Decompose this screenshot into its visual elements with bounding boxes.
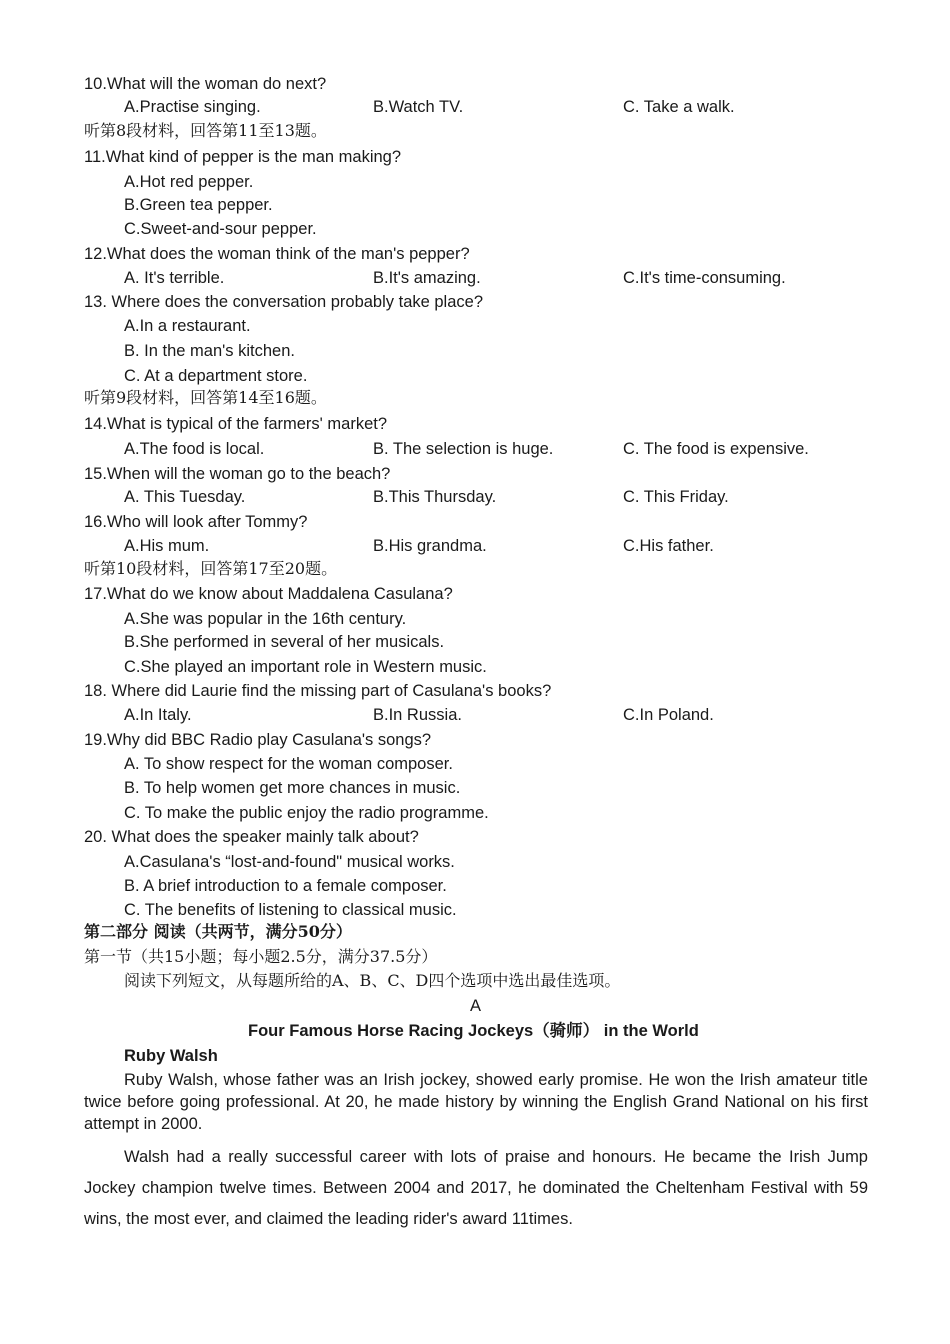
question-10-option-a: A.Practise singing. [124, 98, 261, 116]
question-16-stem: 16.Who will look after Tommy? [84, 513, 308, 531]
question-12-stem: 12.What does the woman think of the man's pepper? [84, 245, 470, 263]
section-one-title: 第一节（共15小题；每小题2.5分，满分37.5分） [84, 947, 438, 966]
question-18-option-a: A.In Italy. [124, 706, 192, 724]
part-two-title: 第二部分 阅读（共两节，满分50分） [84, 922, 352, 941]
question-15-stem: 15.When will the woman go to the beach? [84, 465, 391, 483]
question-16-option-b: B.His grandma. [373, 537, 487, 555]
passage-label: A [470, 997, 482, 1015]
question-20-option-c: C. The benefits of listening to classical music. [124, 901, 457, 919]
question-12-option-c: C.It's time-consuming. [623, 269, 786, 287]
question-15-option-b: B.This Thursday. [373, 488, 497, 506]
question-17-option-a: A.She was popular in the 16th century. [124, 610, 407, 628]
question-20-option-b: B. A brief introduction to a female composer. [124, 877, 447, 895]
question-14-stem: 14.What is typical of the farmers' market? [84, 415, 388, 433]
passage-title: Four Famous Horse Racing Jockeys（骑师） in the World [248, 1022, 699, 1040]
question-13-stem: 13. Where does the conversation probably take place? [84, 293, 483, 311]
question-15-option-c: C. This Friday. [623, 488, 729, 506]
question-19-option-a: A. To show respect for the woman composer. [124, 755, 453, 773]
question-16-option-a: A.His mum. [124, 537, 210, 555]
question-11-option-a: A.Hot red pepper. [124, 173, 254, 191]
question-14-option-c: C. The food is expensive. [623, 440, 809, 458]
question-20-option-a: A.Casulana's “lost-and-found" musical works. [124, 853, 455, 871]
question-13-option-b: B. In the man's kitchen. [124, 342, 295, 360]
question-19-stem: 19.Why did BBC Radio play Casulana's songs? [84, 731, 432, 749]
question-10-stem: 10.What will the woman do next? [84, 75, 327, 93]
question-16-option-c: C.His father. [623, 537, 714, 555]
question-10-option-b: B.Watch TV. [373, 98, 464, 116]
section-10-instruction: 听第10段材料，回答第17至20题。 [84, 559, 338, 578]
question-17-option-b: B.She performed in several of her musicals. [124, 633, 445, 651]
question-11-stem: 11.What kind of pepper is the man making? [84, 148, 402, 166]
paragraph-1: Ruby Walsh, whose father was an Irish jockey, showed early promise. He won the Irish amateur title twice before going professional. At 20, he made history by winning the English Grand National on his first attempt in 2000. [84, 1071, 868, 1133]
question-15-option-a: A. This Tuesday. [124, 488, 246, 506]
question-20-stem: 20. What does the speaker mainly talk about? [84, 828, 419, 846]
question-10-option-c: C. Take a walk. [623, 98, 735, 116]
paragraph-2: Walsh had a really successful career with lots of praise and honours. He became the Irish Jump Jockey champion twelve times. Between 2004 and 2017, he dominated the Cheltenham Festival with 59 wins, the most ever, and claimed the leading rider's award 11times. [84, 1148, 868, 1228]
question-13-option-c: C. At a department store. [124, 367, 308, 385]
question-17-option-c: C.She played an important role in Western music. [124, 658, 487, 676]
section-9-instruction: 听第9段材料，回答第14至16题。 [84, 388, 327, 407]
question-14-option-b: B. The selection is huge. [373, 440, 554, 458]
question-19-option-c: C. To make the public enjoy the radio programme. [124, 804, 489, 822]
question-13-option-a: A.In a restaurant. [124, 317, 251, 335]
question-19-option-b: B. To help women get more chances in music. [124, 779, 461, 797]
question-17-stem: 17.What do we know about Maddalena Casulana? [84, 585, 453, 603]
reading-instruction: 阅读下列短文，从每题所给的A、B、C、D四个选项中选出最佳选项。 [124, 971, 621, 990]
question-18-option-c: C.In Poland. [623, 706, 714, 724]
question-11-option-c: C.Sweet-and-sour pepper. [124, 220, 317, 238]
question-11-option-b: B.Green tea pepper. [124, 196, 273, 214]
question-12-option-b: B.It's amazing. [373, 269, 481, 287]
question-18-stem: 18. Where did Laurie find the missing part of Casulana's books? [84, 682, 552, 700]
section-8-instruction: 听第8段材料，回答第11至13题。 [84, 121, 327, 140]
question-12-option-a: A. It's terrible. [124, 269, 225, 287]
subheading-ruby-walsh: Ruby Walsh [124, 1047, 218, 1065]
question-18-option-b: B.In Russia. [373, 706, 462, 724]
question-14-option-a: A.The food is local. [124, 440, 265, 458]
